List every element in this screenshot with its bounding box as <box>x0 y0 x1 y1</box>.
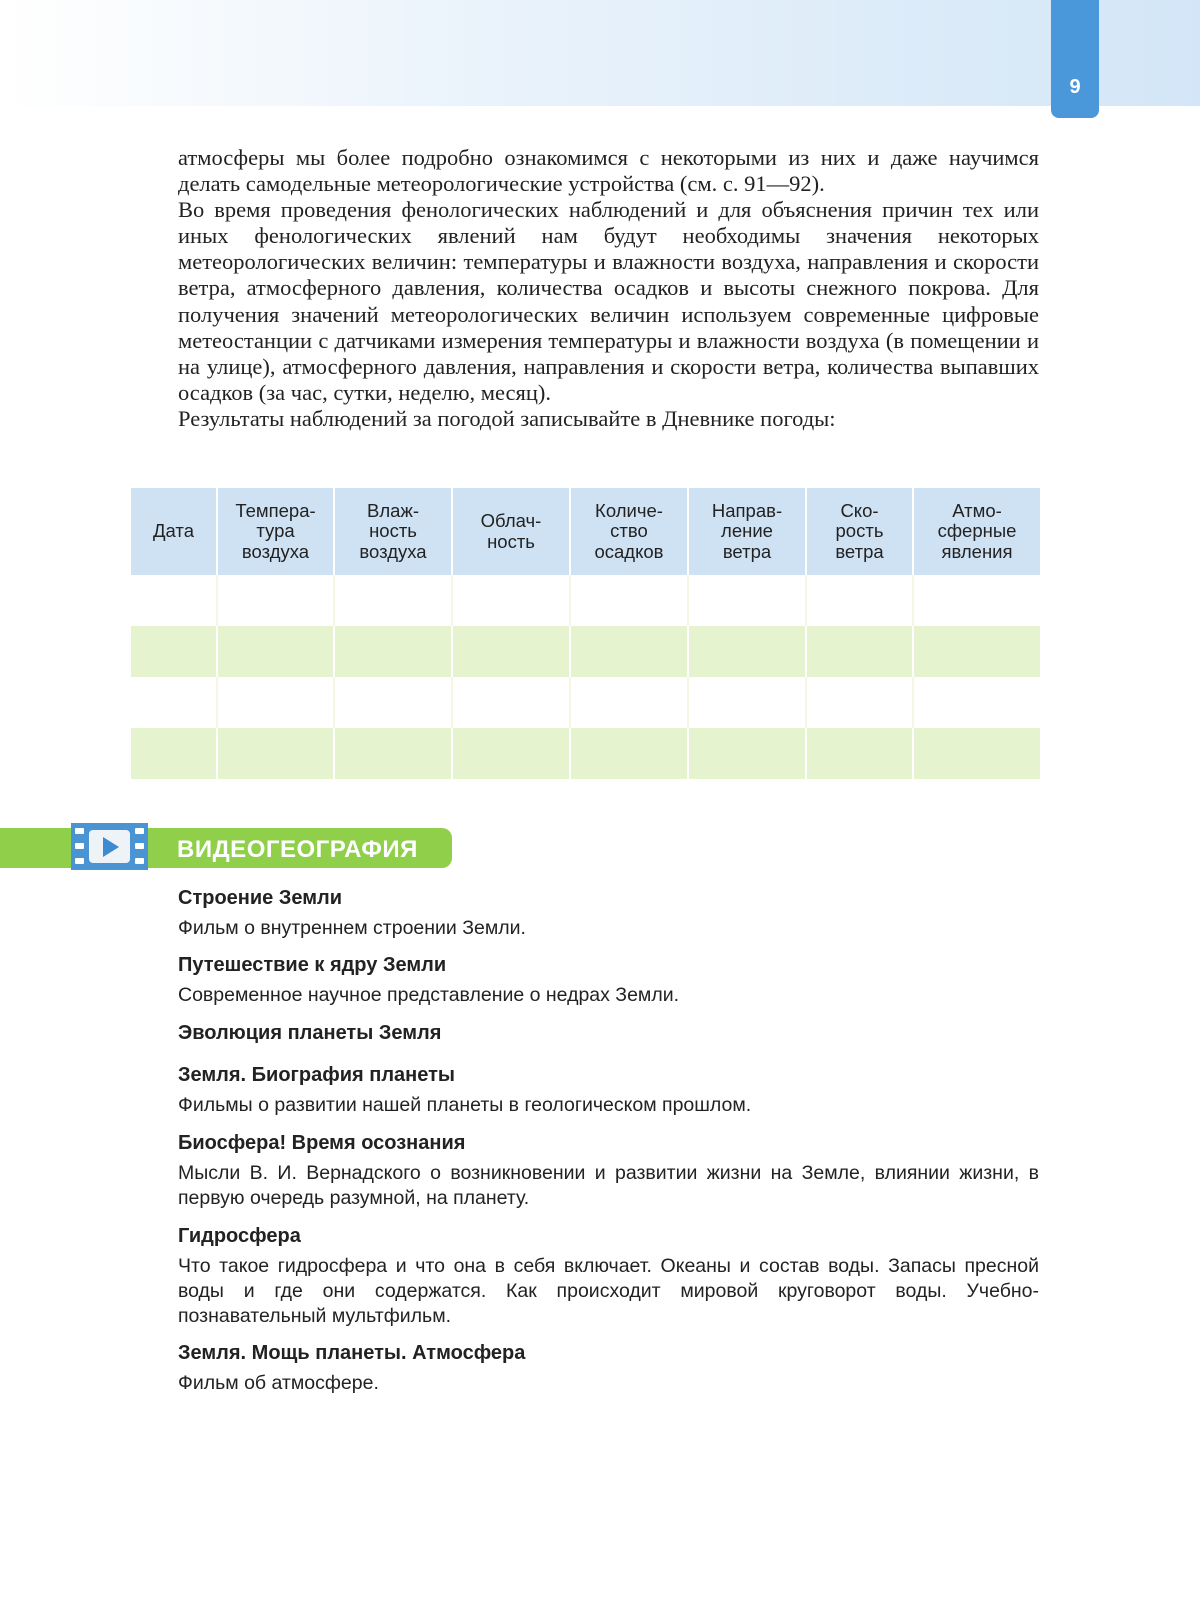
table-cell <box>452 677 570 728</box>
page-number-tab <box>1051 0 1099 118</box>
video-item <box>178 1063 1039 1118</box>
video-item <box>178 1224 1039 1329</box>
table-row <box>131 677 1040 728</box>
video-description: Фильм о внутреннем строении Земли. <box>178 917 526 939</box>
table-cell <box>806 677 913 728</box>
video-item <box>178 1021 1039 1045</box>
header-label: Дата <box>153 520 194 542</box>
table-cell <box>688 575 806 626</box>
video-title: Гидросфера <box>178 1225 301 1247</box>
header-label: Направ- ление ветра <box>711 499 783 562</box>
video-title: Биосфера! Время осознания <box>178 1132 466 1154</box>
video-item <box>178 1341 1039 1396</box>
page-number: 9 <box>1069 76 1081 98</box>
header-label: Облач- ность <box>480 510 542 552</box>
video-description: Современное научное представление о недрах Земли. <box>178 984 680 1006</box>
table-cell <box>217 677 334 728</box>
header-cell <box>570 488 688 575</box>
video-title: Эволюция планеты Земля <box>178 1022 442 1044</box>
paragraph: Во время проведения фенологических наблюдений и для объяснения причин тех или иных фенологических явлений нам будут необходимы значения некоторых метеорологических величин: температуры и влажности воздуха, направления и скорости ветра, атмосферного давления, количества осадков и высоты снежного покрова. Для получения значений метеорологических величин используем современные цифровые метеостанции с датчиками измерения температуры и влажности воздуха (в помещении и на улице), атмосферного давления, направления и скорости ветра, количества выпавших осадков (за час, сутки, неделю, месяц). <box>178 197 1039 405</box>
table-cell <box>806 728 913 779</box>
video-description: Что такое гидросфера и что она в себя включает. Океаны и состав воды. Запасы пресной воды и где они содержатся. Как происходит мировой круговорот воды. Учебно-познавательный мультфильм. <box>178 1255 1039 1327</box>
film-play-icon <box>71 823 148 870</box>
table-cell <box>131 677 217 728</box>
video-item <box>178 1131 1039 1211</box>
table-row <box>131 575 1040 626</box>
table-cell <box>913 575 1040 626</box>
table-cell <box>452 626 570 677</box>
table-cell <box>334 575 452 626</box>
header-cell <box>688 488 806 575</box>
video-item <box>178 886 1039 941</box>
header-cell <box>806 488 913 575</box>
header-label: Количе- ство осадков <box>594 499 664 562</box>
table-cell <box>334 626 452 677</box>
header-cell <box>131 488 217 575</box>
video-title: Путешествие к ядру Земли <box>178 954 447 976</box>
table-cell <box>131 575 217 626</box>
table-cell <box>913 677 1040 728</box>
header-label: Атмо- сферные явления <box>937 499 1017 562</box>
table-cell <box>913 728 1040 779</box>
table-row <box>131 626 1040 677</box>
table-cell <box>913 626 1040 677</box>
table-cell <box>806 575 913 626</box>
table-cell <box>688 626 806 677</box>
header-cell <box>334 488 452 575</box>
table-cell <box>131 626 217 677</box>
video-section-title: ВИДЕОГЕОГРАФИЯ <box>177 836 418 863</box>
video-title: Земля. Мощь планеты. Атмосфера <box>178 1342 526 1364</box>
table-cell <box>217 728 334 779</box>
video-description: Фильм об атмосфере. <box>178 1372 379 1394</box>
page-header-band <box>0 0 1200 106</box>
header-cell <box>217 488 334 575</box>
table-cell <box>570 728 688 779</box>
video-title: Строение Земли <box>178 887 343 909</box>
table-row <box>131 728 1040 779</box>
table-cell <box>131 728 217 779</box>
table-cell <box>570 626 688 677</box>
header-label: Влаж- ность воздуха <box>359 499 427 562</box>
table-cell <box>688 728 806 779</box>
table-cell <box>334 677 452 728</box>
table-cell <box>688 677 806 728</box>
video-title: Земля. Биография планеты <box>178 1064 455 1086</box>
paragraph: Результаты наблюдений за погодой записывайте в Дневнике погоды: <box>178 405 836 431</box>
header-label: Ско- рость ветра <box>835 499 884 562</box>
header-cell <box>913 488 1040 575</box>
paragraph: атмосферы мы более подробно ознакомимся с некоторыми из них и даже научимся делать самодельные метеорологические устройства (см. с. 91—92). <box>178 145 1039 197</box>
table-cell <box>334 728 452 779</box>
table-cell <box>570 677 688 728</box>
table-cell <box>217 626 334 677</box>
table-cell <box>217 575 334 626</box>
weather-diary-table <box>131 488 1040 779</box>
video-description: Мысли В. И. Вернадского о возникновении и развитии жизни на Земле, влиянии жизни, в первую очередь разумной, на планету. <box>178 1162 1039 1209</box>
table-cell <box>570 575 688 626</box>
header-cell <box>452 488 570 575</box>
table-header-row <box>131 488 1040 575</box>
video-item <box>178 953 1039 1008</box>
table-cell <box>452 728 570 779</box>
table-cell <box>452 575 570 626</box>
body-text <box>178 145 1039 432</box>
table-cell <box>806 626 913 677</box>
header-label: Темпера- тура воздуха <box>235 499 316 562</box>
video-description: Фильмы о развитии нашей планеты в геологическом прошлом. <box>178 1094 752 1116</box>
